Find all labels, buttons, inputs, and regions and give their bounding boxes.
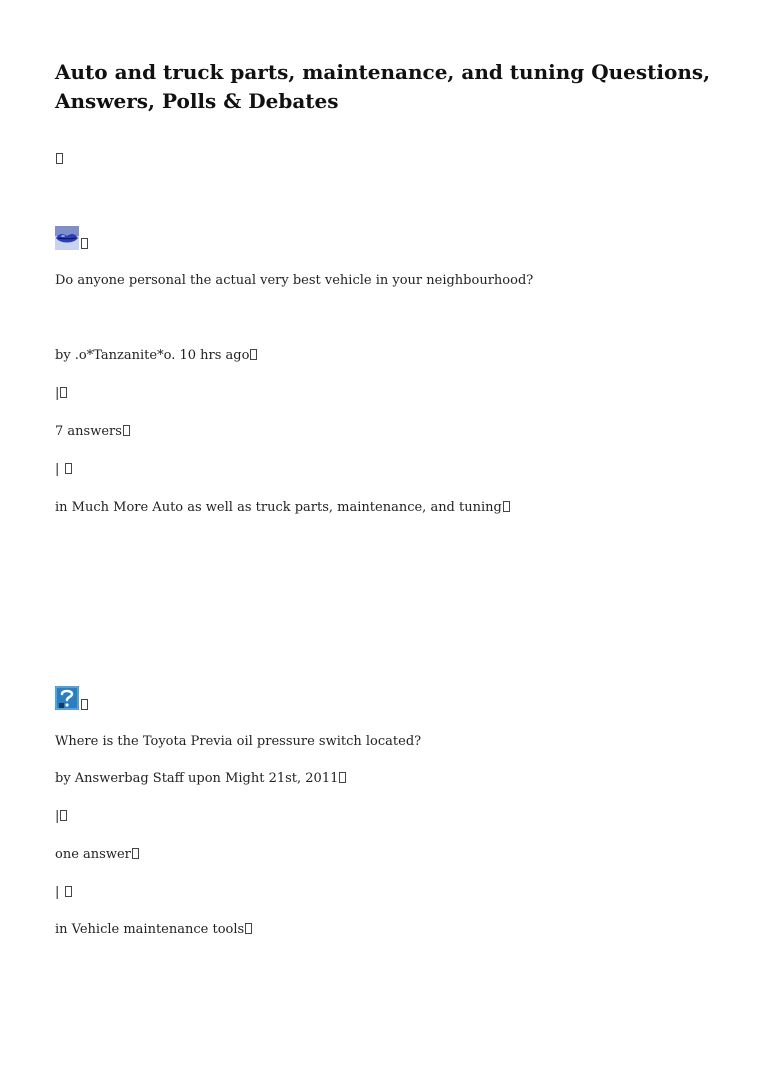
answer-count[interactable]	[55, 423, 130, 441]
separator: |	[55, 461, 72, 479]
missing-glyph-icon	[503, 501, 510, 512]
question-category[interactable]	[55, 921, 252, 939]
byline-text: by Answerbag Staff upon Might 21st, 2011	[55, 771, 339, 786]
missing-glyph-icon	[250, 349, 257, 360]
question-text[interactable]	[55, 272, 533, 290]
missing-glyph-icon	[65, 463, 72, 474]
missing-glyph-icon	[80, 697, 88, 715]
question-link[interactable]: Do anyone personal the actual very best vehicle in your neighbourhood?	[55, 273, 534, 288]
missing-glyph-icon	[123, 425, 130, 436]
missing-glyph-icon	[339, 772, 346, 783]
missing-glyph-icon	[60, 387, 67, 398]
answer-count[interactable]	[55, 846, 139, 864]
missing-glyph-icon	[132, 848, 139, 859]
question-mark-avatar-icon[interactable]	[55, 686, 79, 710]
separator: |	[55, 884, 72, 902]
missing-glyph-icon	[55, 151, 63, 169]
separator: |	[55, 385, 67, 403]
page-title: Auto and truck parts, maintenance, and tuning Questions, Answers, Polls & Debates	[55, 60, 711, 113]
question-category[interactable]	[55, 499, 510, 517]
question-byline	[55, 770, 346, 788]
answers-link[interactable]: 7 answers	[55, 424, 122, 439]
missing-glyph-icon	[60, 810, 67, 821]
separator: |	[55, 808, 67, 826]
question-byline	[55, 347, 257, 365]
lips-avatar-icon[interactable]	[55, 226, 79, 250]
answers-link[interactable]: one answer	[55, 847, 131, 862]
category-link[interactable]: in Vehicle maintenance tools	[55, 922, 245, 937]
category-link[interactable]: in Much More Auto as well as truck parts, maintenance, and tuning	[55, 500, 502, 515]
byline-text: by .o*Tanzanite*o. 10 hrs ago	[55, 348, 250, 363]
missing-glyph-icon	[245, 923, 252, 934]
missing-glyph-icon	[80, 236, 88, 254]
missing-glyph-icon	[65, 886, 72, 897]
question-link[interactable]: Where is the Toyota Previa oil pressure switch located?	[55, 734, 422, 749]
question-text[interactable]	[55, 733, 421, 751]
